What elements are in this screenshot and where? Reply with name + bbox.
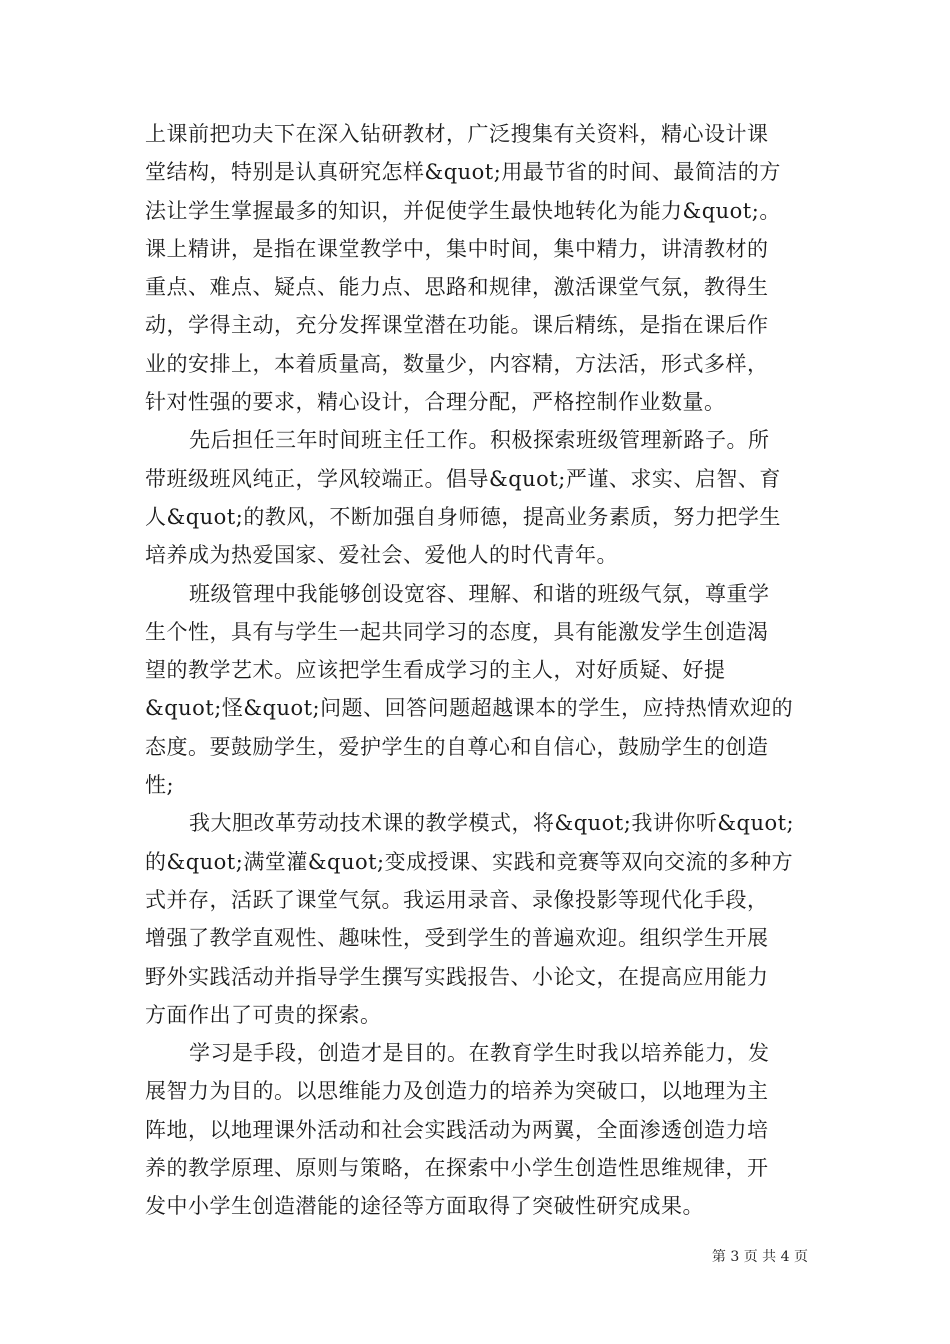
page-number-footer: 第 3 页 共 4 页 xyxy=(711,1249,808,1265)
text-line: 课上精讲，是指在课堂教学中，集中时间，集中精力，讲清教材的 xyxy=(145,236,769,261)
text-line: 我大胆改革劳动技术课的教学模式，将&quot;我讲你听&quot; xyxy=(189,811,795,836)
text-line: 性; xyxy=(145,773,175,798)
text-line: 学习是手段，创造才是目的。在教育学生时我以培养能力，发 xyxy=(189,1041,770,1066)
text-line: 发中小学生创造潜能的途径等方面取得了突破性研究成果。 xyxy=(145,1194,704,1219)
text-line: 的&quot;满堂灌&quot;变成授课、实践和竞赛等双向交流的多种方 xyxy=(145,849,794,874)
body-text xyxy=(145,115,810,1226)
text-line: 上课前把功夫下在深入钻研教材，广泛搜集有关资料，精心设计课 xyxy=(145,122,769,146)
text-line: 式并存，活跃了课堂气氛。我运用录音、录像投影等现代化手段， xyxy=(145,887,769,912)
paragraph xyxy=(145,421,810,574)
paragraph xyxy=(145,1034,810,1225)
paragraph xyxy=(145,115,810,421)
text-line: 带班级班风纯正，学风较端正。倡导&quot;严谨、求实、启智、育 xyxy=(145,466,781,491)
text-line: 堂结构，特别是认真研究怎样&quot;用最节省的时间、最简洁的方 xyxy=(145,160,781,185)
text-line: 法让学生掌握最多的知识，并促使学生最快地转化为能力&quot;。 xyxy=(145,198,781,223)
paragraph xyxy=(145,804,810,1034)
text-line: 望的教学艺术。应该把学生看成学习的主人，对好质疑、好提 xyxy=(145,658,726,683)
text-line: 生个性，具有与学生一起共同学习的态度，具有能激发学生创造渴 xyxy=(145,619,769,644)
paragraph xyxy=(145,575,810,805)
text-line: 态度。要鼓励学生，爱护学生的自尊心和自信心，鼓励学生的创造 xyxy=(145,734,769,759)
text-line: 培养成为热爱国家、爱社会、爱他人的时代青年。 xyxy=(145,543,618,568)
text-line: 方面作出了可贵的探索。 xyxy=(145,1002,382,1027)
text-line: 业的安排上，本着质量高，数量少，内容精，方法活，形式多样， xyxy=(145,351,769,376)
text-line: &quot;怪&quot;问题、回答问题超越课本的学生，应持热情欢迎的 xyxy=(145,696,794,721)
text-line: 养的教学原理、原则与策略，在探索中小学生创造性思维规律，开 xyxy=(145,1156,769,1181)
text-line: 针对性强的要求，精心设计，合理分配，严格控制作业数量。 xyxy=(145,390,726,415)
text-line: 重点、难点、疑点、能力点、思路和规律，激活课堂气氛，教得生 xyxy=(145,275,769,300)
text-line: 野外实践活动并指导学生撰写实践报告、小论文，在提高应用能力 xyxy=(145,964,769,989)
text-line: 展智力为目的。以思维能力及创造力的培养为突破口，以地理为主 xyxy=(145,1079,769,1104)
text-line: 增强了教学直观性、趣味性，受到学生的普遍欢迎。组织学生开展 xyxy=(145,926,769,951)
text-line: 班级管理中我能够创设宽容、理解、和谐的班级气氛，尊重学 xyxy=(189,581,770,606)
text-line: 先后担任三年时间班主任工作。积极探索班级管理新路子。所 xyxy=(189,428,770,453)
text-line: 动，学得主动，充分发挥课堂潜在功能。课后精练，是指在课后作 xyxy=(145,313,769,338)
text-line: 阵地，以地理课外活动和社会实践活动为两翼，全面渗透创造力培 xyxy=(145,1117,769,1142)
text-line: 人&quot;的教风，不断加强自身师德，提高业务素质，努力把学生 xyxy=(145,504,781,529)
